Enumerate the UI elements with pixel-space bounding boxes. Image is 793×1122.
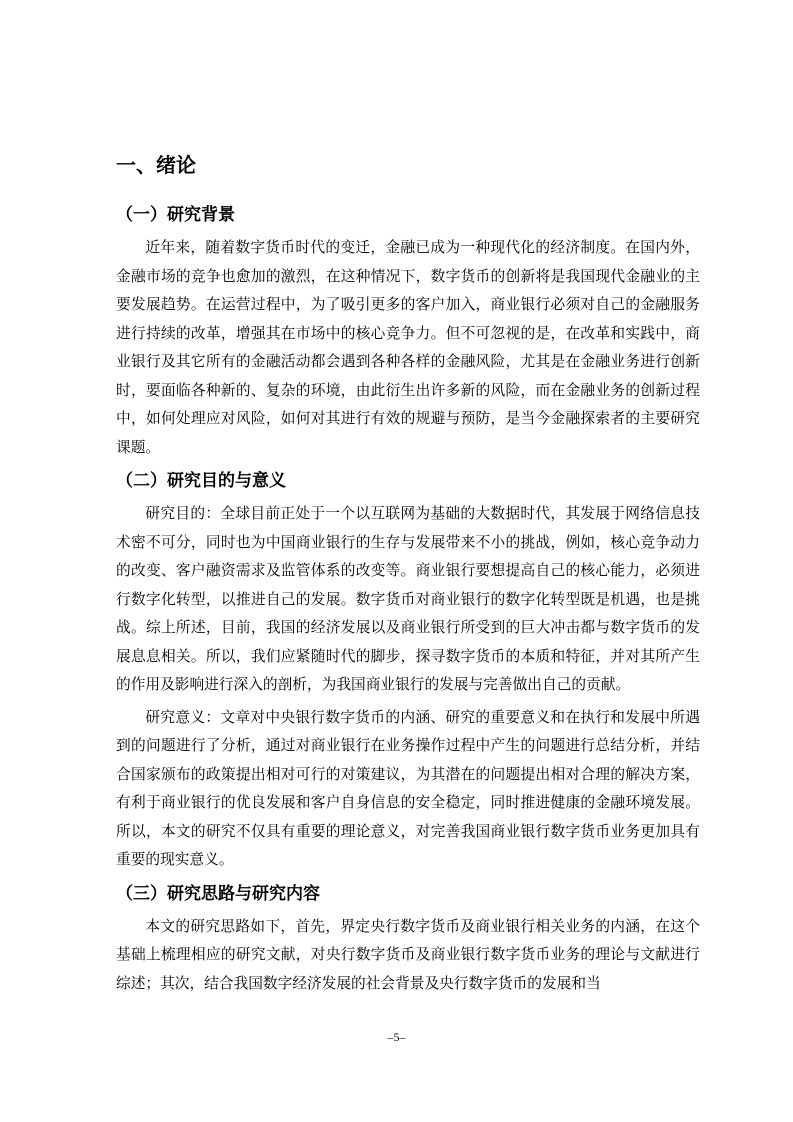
- page-content: [116, 150, 700, 1002]
- paragraph-background: 近年来，随着数字货币时代的变迁，金融已成为一种现代化的经济制度。在国内外，金融市场的竞争也愈加的激烈，在这种情况下，数字货币的创新将是我国现代金融业的主要发展趋势。在运营过程中，为了吸引更多的客户加入，商业银行必须对自己的金融服务进行持续的改革，增强其在市场中的核心竞争力。但不可忽视的是，在改革和实践中，商业银行及其它所有的金融活动都会遇到各种各样的金融风险，尤其是在金融业务进行创新时，要面临各种新的、复杂的环境，由此衍生出许多新的风险，而在金融业务的创新过程中，如何处理应对风险，如何对其进行有效的规避与预防，是当今金融探索者的主要研究课题。: [116, 239, 700, 456]
- section-heading-purpose: （二）研究目的与意义: [116, 471, 286, 491]
- section-heading-approach: （三）研究思路与研究内容: [116, 883, 320, 904]
- paragraph-significance: 研究意义：文章对中央银行数字货币的内涵、研究的重要意义和在执行和发展中所遇到的问题进行了分析，通过对商业银行在业务操作过程中产生的问题进行总结分析，并结合国家颁布的政策提出相对可行的对策建议，为其潜在的问题提出相对合理的解决方案，有利于商业银行的优良发展和客户自身信息的安全稳定，同时推进健康的金融环境发展。所以，本文的研究不仅具有重要的理论意义，对完善我国商业银行数字货币业务更加具有重要的现实意义。: [116, 708, 700, 868]
- section-heading-background: （一）研究背景: [116, 205, 235, 225]
- page-number: –5–: [387, 1030, 406, 1044]
- chapter-title: 一、绪论: [116, 153, 196, 177]
- paragraph-approach: 本文的研究思路如下，首先，界定央行数字货币及商业银行相关业务的内涵，在这个基础上梳理相应的研究文献，对央行数字货币及商业银行数字货币业务的理论与文献进行综述；其次，结合我国数字经济发展的社会背景及央行数字货币的发展和当: [116, 917, 700, 992]
- paragraph-purpose: 研究目的：全球目前正处于一个以互联网为基础的大数据时代，其发展于网络信息技术密不可分，同时也为中国商业银行的生存与发展带来不小的挑战，例如，核心竞争动力的改变、客户融资需求及监管体系的改变等。商业银行要想提高自己的核心能力，必须进行数字化转型，以推进自己的发展。数字货币对商业银行的数字化转型既是机遇，也是挑战。综上所述，目前，我国的经济发展以及商业银行所受到的巨大冲击都与数字货币的发展息息相关。所以，我们应紧随时代的脚步，探寻数字货币的本质和特征，并对其所产生的作用及影响进行深入的剖析，为我国商业银行的发展与完善做出自己的贡献。: [116, 505, 700, 693]
